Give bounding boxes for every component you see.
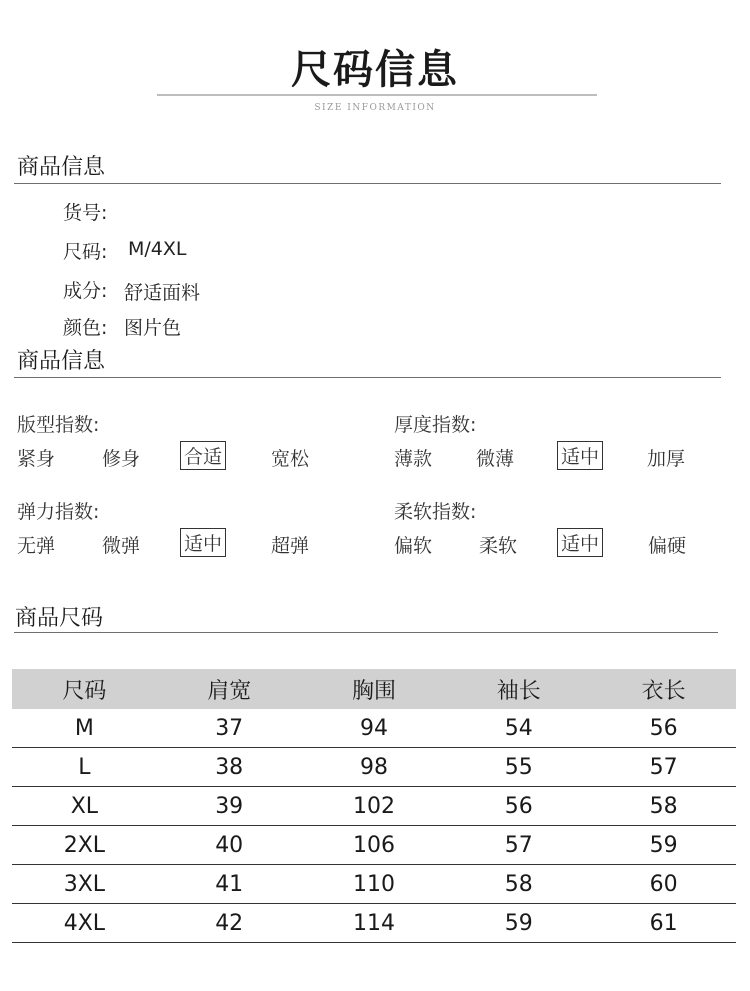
table-cell: 56 [591, 709, 736, 748]
table-cell: 59 [446, 904, 591, 943]
table-row [12, 787, 736, 826]
table-cell: 59 [591, 826, 736, 865]
fit-index-title: 版型指数: [17, 414, 100, 436]
section-title-size-chart: 商品尺码 [15, 606, 104, 631]
softness-option: 柔软 [479, 535, 518, 557]
section-title-indices: 商品信息 [17, 349, 106, 374]
table-cell: L [12, 748, 157, 787]
table-cell: 110 [302, 865, 447, 904]
column-header-size: 尺码 [12, 669, 157, 709]
table-cell: 40 [157, 826, 302, 865]
table-cell: 56 [446, 787, 591, 826]
table-cell: 4XL [12, 904, 157, 943]
section-divider [14, 183, 721, 184]
column-header-sleeve: 袖长 [446, 669, 591, 709]
table-cell: 39 [157, 787, 302, 826]
size-table-header [12, 669, 736, 709]
fit-option: 修身 [102, 448, 141, 470]
table-row [12, 748, 736, 787]
material-value: 舒适面料 [124, 282, 201, 304]
table-cell: 2XL [12, 826, 157, 865]
column-header-chest: 胸围 [302, 669, 447, 709]
size-table [12, 669, 736, 943]
table-cell: M [12, 709, 157, 748]
material-label: 成分: [63, 280, 108, 302]
section-title-product-info: 商品信息 [17, 155, 106, 180]
table-cell: 54 [446, 709, 591, 748]
page-title: 尺码信息 [291, 47, 459, 93]
thickness-option: 薄款 [394, 448, 433, 470]
page-subtitle: SIZE INFORMATION [314, 103, 436, 113]
table-cell: 38 [157, 748, 302, 787]
elasticity-option: 微弹 [102, 535, 141, 557]
size-label: 尺码: [63, 241, 108, 263]
softness-option: 偏硬 [648, 535, 687, 557]
table-cell: 57 [591, 748, 736, 787]
table-cell: 61 [591, 904, 736, 943]
elasticity-option: 无弹 [17, 535, 56, 557]
softness-option: 偏软 [394, 535, 433, 557]
table-cell: 57 [446, 826, 591, 865]
table-cell: 37 [157, 709, 302, 748]
thickness-option: 加厚 [647, 448, 686, 470]
table-row [12, 865, 736, 904]
table-row [12, 709, 736, 748]
section-divider [14, 377, 721, 378]
column-header-length: 衣长 [591, 669, 736, 709]
table-cell: 98 [302, 748, 447, 787]
table-cell: 3XL [12, 865, 157, 904]
color-value: 图片色 [124, 317, 182, 339]
table-row [12, 904, 736, 943]
item-number-label: 货号: [63, 202, 108, 224]
fit-option: 紧身 [17, 448, 56, 470]
title-divider [157, 94, 597, 96]
table-cell: 102 [302, 787, 447, 826]
softness-option-selected: 适中 [557, 528, 603, 557]
table-row [12, 826, 736, 865]
column-header-shoulder: 肩宽 [157, 669, 302, 709]
softness-index-title: 柔软指数: [394, 501, 477, 523]
elasticity-option-selected: 适中 [180, 528, 226, 557]
table-cell: 58 [446, 865, 591, 904]
fit-option: 宽松 [271, 448, 310, 470]
table-cell: 41 [157, 865, 302, 904]
table-cell: 55 [446, 748, 591, 787]
size-value: M/4XL [128, 238, 187, 260]
thickness-option-selected: 适中 [557, 441, 603, 470]
section-divider [14, 632, 718, 633]
elasticity-index-title: 弹力指数: [17, 501, 100, 523]
table-cell: XL [12, 787, 157, 826]
thickness-option: 微薄 [476, 448, 515, 470]
table-cell: 42 [157, 904, 302, 943]
elasticity-option: 超弹 [271, 535, 310, 557]
table-cell: 94 [302, 709, 447, 748]
table-cell: 106 [302, 826, 447, 865]
color-label: 颜色: [63, 317, 108, 339]
table-cell: 114 [302, 904, 447, 943]
thickness-index-title: 厚度指数: [394, 414, 477, 436]
fit-option-selected: 合适 [180, 441, 226, 470]
table-cell: 60 [591, 865, 736, 904]
table-cell: 58 [591, 787, 736, 826]
